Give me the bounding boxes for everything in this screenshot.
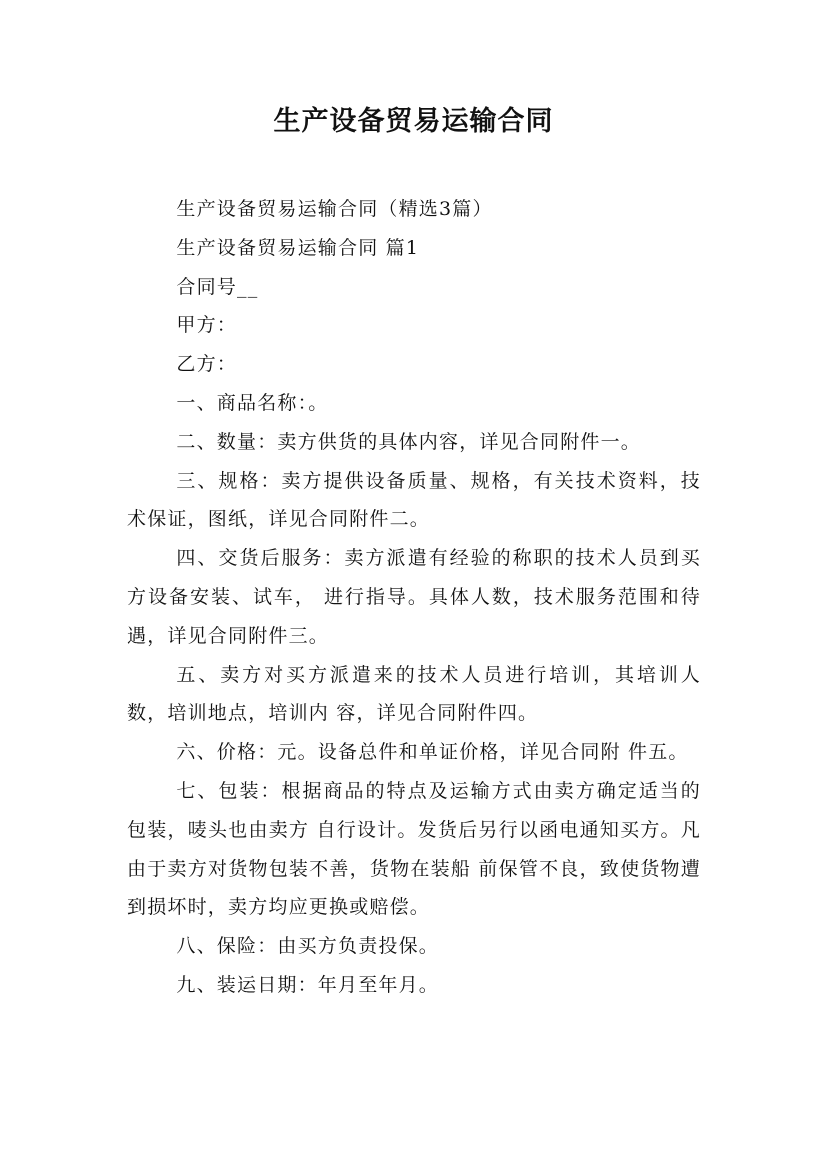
document-body [127, 190, 701, 1005]
clause-insurance: 八、保险：由买方负责投保。 [176, 935, 439, 958]
contract-number-line: 合同号__ [176, 275, 259, 298]
party-a-line: 甲方： [176, 314, 237, 337]
clause-quantity: 二、数量：卖方供货的具体内容，详见合同附件一。 [176, 430, 641, 453]
party-b-line: 乙方： [176, 353, 237, 376]
clause-price: 六、价格：元。设备总件和单证价格，详见合同附 件五。 [176, 741, 689, 764]
document-title: 生产设备贸易运输合同 [273, 106, 554, 137]
clause-specification: 三、规格：卖方提供设备质量、规格，有关技术资料，技术保证，图纸，详见合同附件二。 [127, 469, 701, 531]
clause-shipment-date: 九、装运日期：年月至年月。 [176, 973, 439, 996]
subtitle-paragraph: 生产设备贸易运输合同（精选3篇） [176, 198, 493, 220]
clause-product-name: 一、商品名称：。 [176, 391, 329, 414]
section-heading: 生产设备贸易运输合同 篇1 [176, 236, 420, 259]
clause-training: 五、卖方对买方派遣来的技术人员进行培训，其培训人数，培训地点，培训内 容，详见合同附件四。 [127, 663, 701, 725]
clause-packaging: 七、包装：根据商品的特点及运输方式由卖方确定适当的包装，唛头也由卖方 自行设计。发货后另行以函电通知买方。凡由于卖方对货物包装不善，货物在装船 前保管不良，致使货物遭到损坏时，卖方均应更换或赔偿。 [127, 779, 701, 919]
clause-after-delivery-service: 四、交货后服务：卖方派遣有经验的称职的技术人员到买方设备安装、试车， 进行指导。具体人数，技术服务范围和待遇，详见合同附件三。 [127, 547, 701, 647]
